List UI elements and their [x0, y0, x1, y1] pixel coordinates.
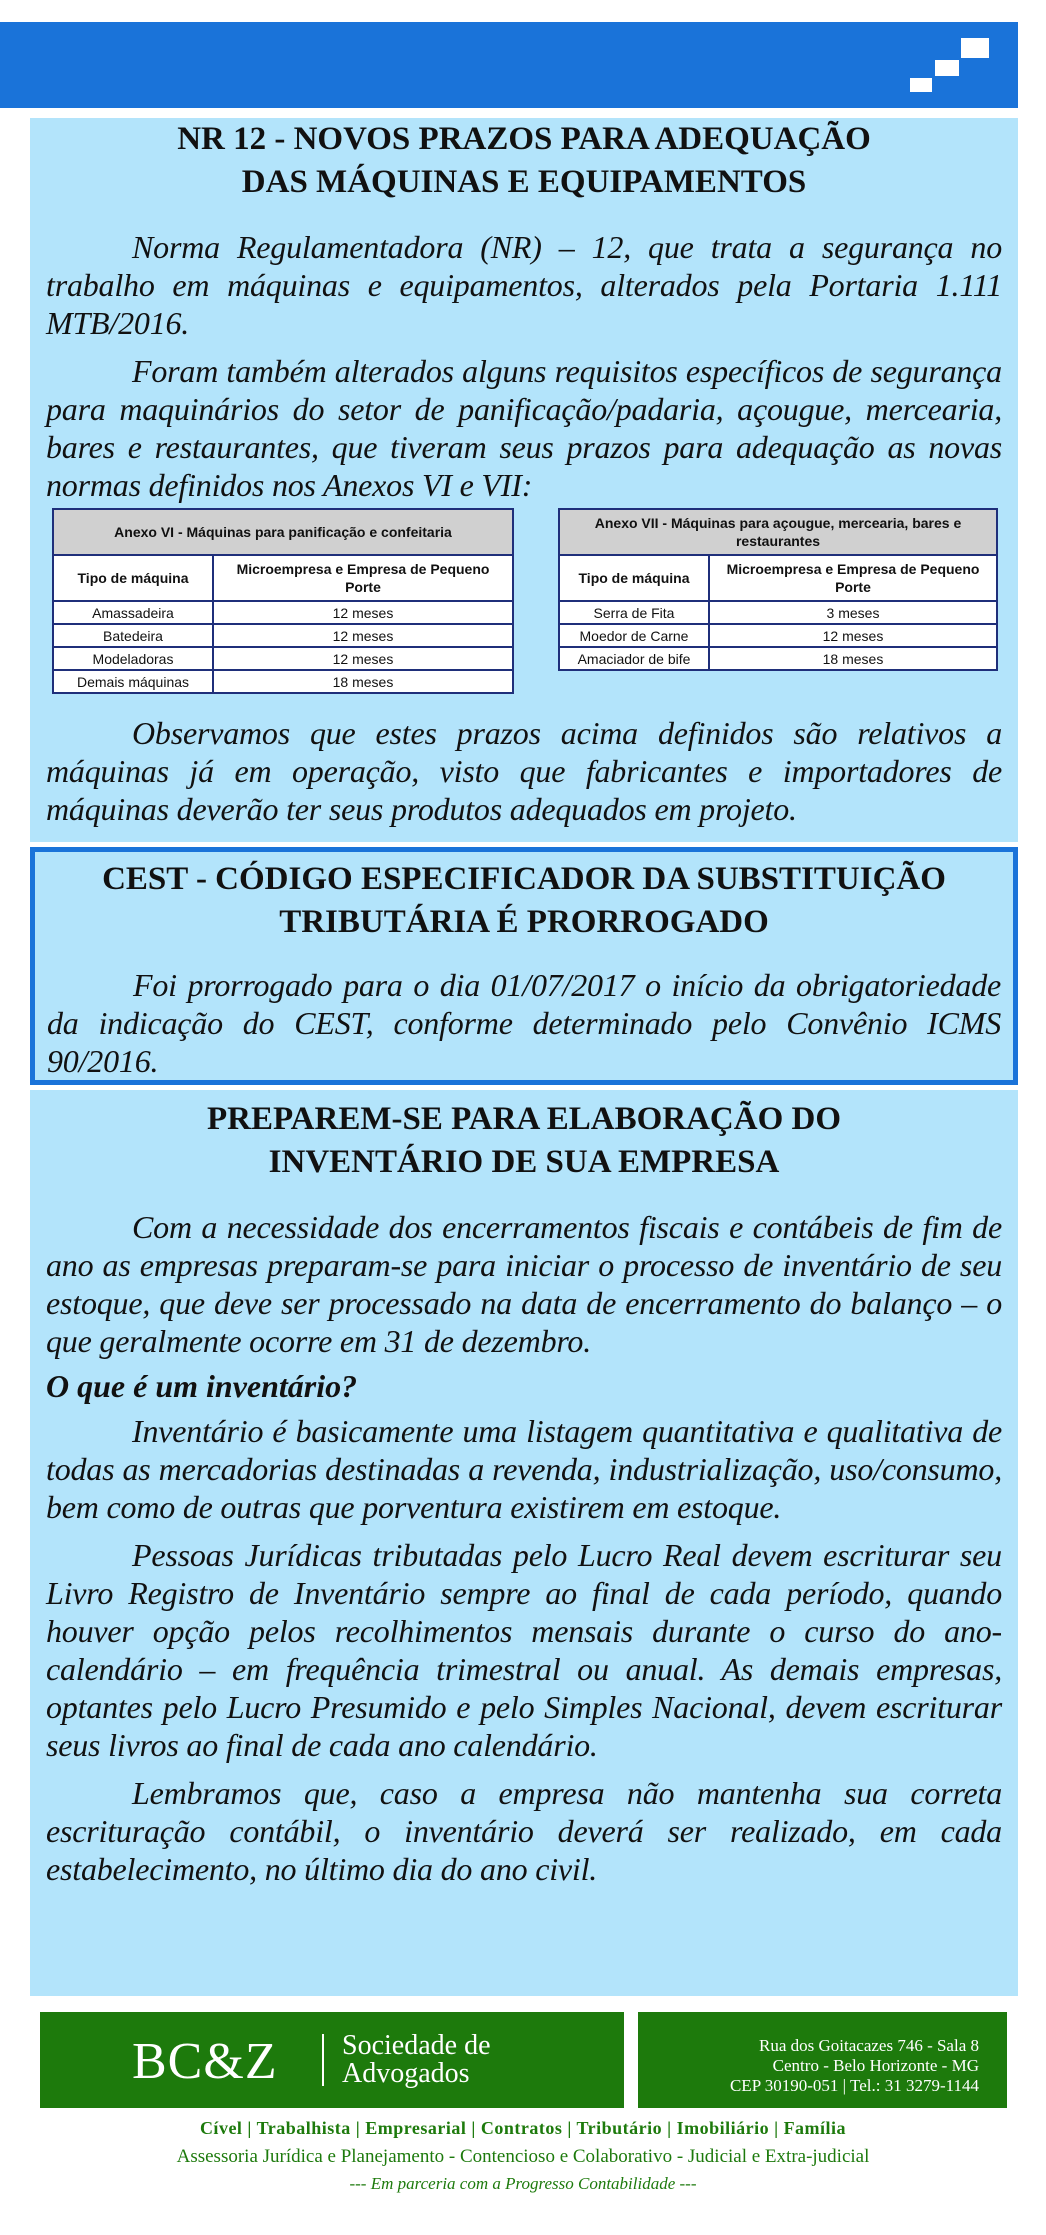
logo-divider: [322, 2034, 324, 2086]
company-address: Rua dos Goitacazes 746 - Sala 8 Centro - Belo Horizonte - MG CEP 30190-051 | Tel.: 31 3279-1144: [729, 2036, 979, 2095]
question-heading: O que é um inventário?: [46, 1368, 358, 1404]
services-line: Assessoria Jurídica e Planejamento - Contencioso e Colaborativo - Judicial e Extra-judicial: [176, 2146, 870, 2167]
column-header: Tipo de máquina: [53, 555, 213, 601]
paragraph: Lembramos que, caso a empresa não mantenha sua correta escrituração contábil, o inventário deverá ser realizado, em cada estabelecimento, no último dia do ano civil.: [46, 1775, 1002, 1887]
footer-logo-block: [40, 2012, 624, 2108]
section-title: PREPAREM-SE PARA ELABORAÇÃO DO INVENTÁRIO DE SUA EMPRESA: [206, 1101, 842, 1180]
paragraph: Norma Regulamentadora (NR) – 12, que trata a segurança no trabalho em máquinas e equipamentos, alterados pela Portaria 1.111 MTB/2016.: [46, 229, 1002, 341]
paragraph: Foi prorrogado para o dia 01/07/2017 o início da obrigatoriedade da indicação do CEST, conforme determinado pelo Convênio ICMS 90/2016.: [47, 967, 1001, 1079]
logo-square-icon: [935, 60, 959, 76]
column-header: Microempresa e Empresa de Pequeno Porte: [213, 555, 513, 601]
table-row: Modeladoras 12 meses: [53, 647, 513, 670]
table-row: Serra de Fita 3 meses: [559, 601, 997, 624]
table-row: Demais máquinas 18 meses: [53, 670, 513, 693]
section-nr12: [30, 118, 1018, 842]
table-caption: Anexo VI - Máquinas para panificação e confeitaria: [53, 509, 513, 555]
logo-square-icon: [961, 38, 989, 58]
paragraph: Inventário é basicamente uma listagem quantitativa e qualitativa de todas as mercadorias destinadas a revenda, industrialização, uso/consumo, bem como de outras que porventura existirem em estoque.: [46, 1413, 1002, 1525]
section-title: NR 12 - NOVOS PRAZOS PARA ADEQUAÇÃO DAS MÁQUINAS E EQUIPAMENTOS: [177, 121, 871, 200]
table-row: Amaciador de bife 18 meses: [559, 647, 997, 670]
column-header: Microempresa e Empresa de Pequeno Porte: [709, 555, 997, 601]
table-row: Moedor de Carne 12 meses: [559, 624, 997, 647]
paragraph: Observamos que estes prazos acima definidos são relativos a máquinas já em operação, visto que fabricantes e importadores de máquinas deverão ter seus produtos adequados em projeto.: [46, 715, 1002, 827]
table-anexo-vi: [52, 508, 514, 694]
column-header: Tipo de máquina: [559, 555, 709, 601]
section-title: CEST - CÓDIGO ESPECIFICADOR DA SUBSTITUIÇÃO TRIBUTÁRIA É PRORROGADO: [102, 861, 946, 940]
header-bar: [0, 22, 1018, 108]
paragraph: Pessoas Jurídicas tributadas pelo Lucro Real devem escriturar seu Livro Registro de Inventário sempre ao final de cada período, quando houver opção pelos recolhimentos mensais durante o curso do ano-calendário – em frequência trimestral ou anual. As demais empresas, optantes pelo Lucro Presumido e pelo Simples Nacional, devem escriturar seus livros ao final de cada ano calendário.: [46, 1537, 1002, 1763]
paragraph: Foram também alterados alguns requisitos específicos de segurança para maquinários do setor de panificação/padaria, açougue, mercearia, bares e restaurantes, que tiveram seus prazos para adequação as novas normas definidos nos Anexos VI e VII:: [46, 353, 1002, 503]
practice-areas: Cível | Trabalhista | Empresarial | Contratos | Tributário | Imobiliário | Família: [199, 2118, 847, 2138]
section-inventario: [30, 1090, 1018, 1996]
section-cest: [30, 847, 1018, 1085]
footer-address-block: [638, 2012, 1007, 2108]
logo-square-icon: [910, 78, 932, 92]
table-anexo-vii: [558, 508, 998, 671]
company-name: Sociedade de Advogados: [342, 2030, 491, 2089]
paragraph: Com a necessidade dos encerramentos fiscais e contábeis de fim de ano as empresas preparam-se para iniciar o processo de inventário de seu estoque, que deve ser processado na data de encerramento do balanço – o que geralmente ocorre em 31 de dezembro.: [46, 1209, 1002, 1359]
table-caption: Anexo VII - Máquinas para açougue, mercearia, bares e restaurantes: [559, 509, 997, 555]
table-row: Batedeira 12 meses: [53, 624, 513, 647]
company-logo: BC&Z: [132, 2033, 278, 2090]
partnership-line: --- Em parceria com a Progresso Contabilidade ---: [349, 2174, 697, 2193]
table-row: Amassadeira 12 meses: [53, 601, 513, 624]
